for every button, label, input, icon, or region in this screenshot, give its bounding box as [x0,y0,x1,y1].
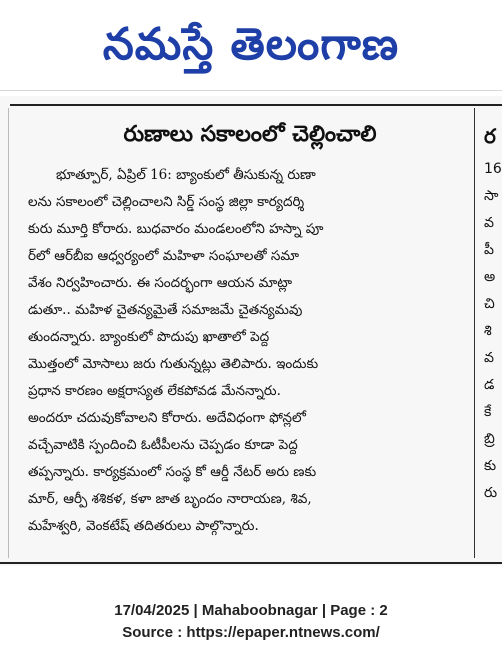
bottom-rule [0,562,502,564]
article-line: ర్‌లో ఆర్‌బీఐ ఆధ్వర్యంలో మహిళా సంఘాలతో సమా [28,248,300,264]
column-divider [474,108,475,558]
article-line: ప్రధాన కారణం అక్షరాస్యత లేకపోవడ మేనన్నారు. [28,383,281,399]
adjacent-fragment: వ [484,215,494,231]
article-headline: రుణాలు సకాలంలో చెల్లించాలి [123,122,377,147]
adjacent-fragment: ర [484,124,496,148]
article-line: భూత్పూర్, ఏప్రిల్ 16: బ్యాంకులో తీసుకున్న రుణా [56,167,316,183]
adjacent-fragment: చి [484,296,495,312]
adjacent-fragment: అ [484,269,496,285]
news-clipping [0,96,502,566]
adjacent-fragment: పీ [484,242,494,258]
adjacent-fragment: కు [484,458,497,474]
adjacent-fragment: శి [484,323,492,339]
article-line: వేశం నిర్వహించారు. ఈ సందర్భంగా ఆయన మాట్లా [28,275,292,291]
adjacent-fragment: సా [484,188,499,204]
article-line: డుతూ.. మహిళ చైతన్యమైతే సమాజమే చైతన్యమవు [28,302,303,318]
masthead [0,0,502,91]
masthead-title: నమస్తే తెలంగాణ [102,19,400,70]
article-line: మార్, ఆర్పీ శశికళ, కళా జాత బృందం నారాయణ, శివ, [28,491,312,507]
article-line: కురు మూర్తి కోరారు. బుధవారం మండలంలోని హస్నా పూ [28,221,324,237]
adjacent-fragment: 16 [484,161,502,177]
adjacent-fragment: రు [484,485,498,501]
adjacent-fragment: బ్రి [484,431,495,447]
footer [0,600,502,644]
top-rule [10,104,502,106]
footer-date-edition: 17/04/2025 | Mahaboobnagar | Page : 2 [114,602,388,619]
footer-source: Source : https://epaper.ntnews.com/ [122,624,380,641]
adjacent-fragment: వ [484,350,494,366]
article-body [28,162,468,540]
adjacent-fragment: కే [484,404,492,420]
article-line: తుందన్నారు. బ్యాంకులో పొదుపు ఖాతాలో పెద్ద [28,329,270,345]
article-line: మొత్తంలో మోసాలు జరు గుతున్నట్లు తెలిపారు. ఇందుకు [28,356,319,372]
article-line: లను సకాలంలో చెల్లించాలని సిర్డ్ సంస్థ జిల్లా కార్యదర్శి [28,194,305,210]
article-line: మహేశ్వరి, వెంకటేష్ తదితరులు పాల్గొన్నారు. [28,518,259,534]
article-line: వచ్చేవాటికి స్పందించి ఓటీపీలను చెప్పడం కూడా పెద్ద [28,437,298,453]
article-line: తప్పన్నారు. కార్యక్రమంలో సంస్థ కో ఆర్డీ నేటర్ అరు ణకు [28,464,317,480]
adjacent-article-fragment [484,116,502,507]
adjacent-fragment: డ [484,377,495,393]
left-column-edge [8,108,9,558]
article-line: అందరూ చదువుకోవాలని కోరారు. అదేవిధంగా ఫోన్లలో [28,410,306,426]
